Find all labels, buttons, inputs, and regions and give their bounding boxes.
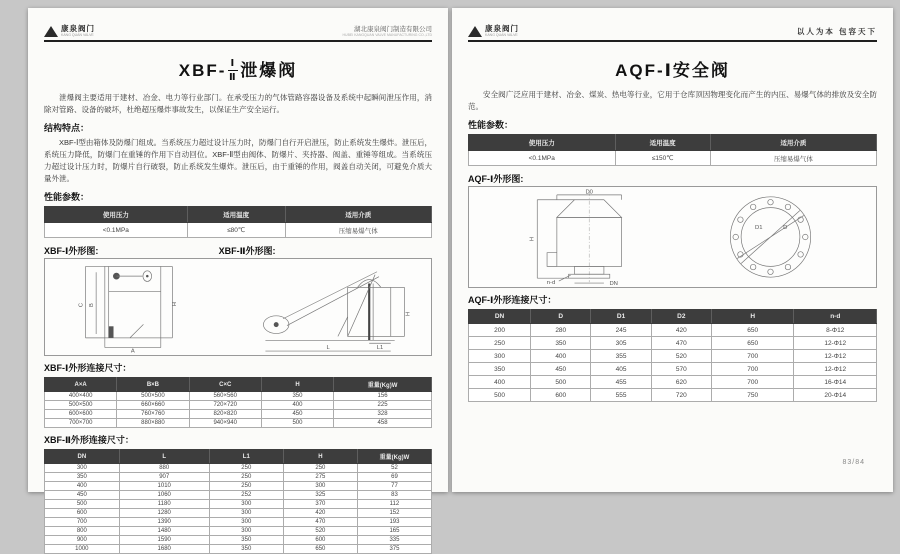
table-cell: 907 bbox=[119, 473, 209, 482]
table-row bbox=[469, 324, 877, 337]
table-cell: 900 bbox=[45, 536, 120, 545]
table-cell: 500 bbox=[469, 389, 531, 402]
table-cell: 520 bbox=[651, 350, 711, 363]
left-params-heading: 性能参数： bbox=[44, 192, 90, 203]
table-cell: 400 bbox=[469, 376, 531, 389]
table-cell: 325 bbox=[283, 491, 357, 500]
aqf-dim-h: H bbox=[529, 236, 536, 242]
table-cell: 200 bbox=[469, 324, 531, 337]
column-header: H bbox=[711, 310, 794, 324]
xbf2-dimensions-table bbox=[44, 449, 432, 554]
table-cell: 760×760 bbox=[117, 410, 189, 419]
xbf2-outline-drawing bbox=[219, 260, 431, 354]
table-row bbox=[45, 473, 432, 482]
table-cell: 700 bbox=[711, 350, 794, 363]
brand-name: 康泉阀门 bbox=[61, 24, 95, 33]
left-catalog-page bbox=[28, 8, 448, 553]
xbf2-dim-l1: L1 bbox=[376, 345, 383, 352]
table-cell: 350 bbox=[531, 337, 591, 350]
table-cell: 880×880 bbox=[117, 419, 189, 428]
table-cell: 300 bbox=[209, 500, 283, 509]
features-heading: 结构特点： bbox=[44, 123, 90, 134]
table-cell: 1000 bbox=[45, 545, 120, 554]
company-name: 湖北康泉阀门制造有限公司 bbox=[354, 25, 432, 33]
column-header: 适用温度 bbox=[615, 135, 710, 151]
table-cell: 350 bbox=[209, 545, 283, 554]
table-header-row bbox=[45, 207, 432, 223]
table-cell: 800 bbox=[45, 527, 120, 536]
table-cell: 250 bbox=[469, 337, 531, 350]
left-page-header bbox=[44, 17, 432, 42]
brand-logo bbox=[44, 25, 95, 37]
column-header: H bbox=[283, 450, 357, 464]
table-cell: 1180 bbox=[119, 500, 209, 509]
table-row bbox=[45, 509, 432, 518]
aqf-dimensions-table bbox=[468, 309, 877, 402]
table-cell: 300 bbox=[283, 482, 357, 491]
table-cell: 250 bbox=[283, 464, 357, 473]
table-cell: <0.1MPa bbox=[469, 151, 616, 166]
brand-triangle-icon bbox=[468, 26, 482, 37]
xbf1-dimensions-table bbox=[44, 377, 432, 428]
column-header: H bbox=[261, 378, 333, 392]
right-catalog-page bbox=[452, 8, 893, 492]
table-cell: 500 bbox=[45, 500, 120, 509]
table-cell: 720×720 bbox=[189, 401, 261, 410]
table-cell: 1280 bbox=[119, 509, 209, 518]
table-cell: 405 bbox=[591, 363, 651, 376]
left-page-title bbox=[44, 56, 432, 84]
right-drawings-panel bbox=[468, 186, 877, 288]
table-row bbox=[45, 500, 432, 509]
table-cell: 450 bbox=[261, 410, 333, 419]
table-cell: 245 bbox=[591, 324, 651, 337]
table-cell: 225 bbox=[334, 401, 432, 410]
brand-name: 康泉阀门 bbox=[485, 24, 519, 33]
table-cell: 500 bbox=[531, 376, 591, 389]
table-row bbox=[45, 419, 432, 428]
table-cell: 600 bbox=[531, 389, 591, 402]
table-cell: 20-Φ14 bbox=[794, 389, 877, 402]
table-header-row bbox=[469, 310, 877, 324]
table-cell: 400 bbox=[531, 350, 591, 363]
right-intro-paragraph: 安全阀广泛应用于建材、冶金、煤炭、热电等行业，它用于仓库顶因物理变化而产生的内压、易爆气体的排放及安全防范。 bbox=[468, 90, 877, 111]
table-cell: 252 bbox=[209, 491, 283, 500]
aqf-dim-d1: D1 bbox=[754, 225, 763, 232]
column-header: DN bbox=[45, 450, 120, 464]
table-cell: 300 bbox=[209, 527, 283, 536]
xbf1-outline-drawing bbox=[45, 260, 219, 354]
column-header: 适用温度 bbox=[187, 207, 285, 223]
aqf-dim-d: D bbox=[783, 225, 788, 232]
table-cell: 940×940 bbox=[189, 419, 261, 428]
table-row bbox=[45, 464, 432, 473]
aqf-dim-nd: n-d bbox=[546, 280, 556, 287]
left-performance-table bbox=[44, 206, 432, 238]
table-cell: 1590 bbox=[119, 536, 209, 545]
table-cell: 8-Φ12 bbox=[794, 324, 877, 337]
column-header: A×A bbox=[45, 378, 117, 392]
table-cell: 600×600 bbox=[45, 410, 117, 419]
table-cell: 650 bbox=[711, 337, 794, 350]
table-cell: 600 bbox=[45, 509, 120, 518]
company-name-en: HUBEI KANGQUAN VALVE MANUFACTURING CO.,LTD bbox=[342, 32, 432, 37]
column-header: L bbox=[119, 450, 209, 464]
table-cell: 193 bbox=[357, 518, 431, 527]
table-cell: 305 bbox=[591, 337, 651, 350]
aqf-dim-d0: D0 bbox=[585, 189, 593, 196]
table-cell: 650 bbox=[283, 545, 357, 554]
table-cell: 16-Φ14 bbox=[794, 376, 877, 389]
brand-name-en: KANG QUAN VALVE bbox=[61, 32, 94, 37]
table-cell: 275 bbox=[283, 473, 357, 482]
table-cell: 压缩易爆气体 bbox=[285, 223, 431, 238]
table-row bbox=[45, 223, 432, 238]
table-cell: ≤150℃ bbox=[615, 151, 710, 166]
title-model-fraction: $\frac{\text{Ⅰ}}{\text{Ⅱ}}$ bbox=[229, 58, 238, 84]
xbf1-dim-a: A bbox=[130, 348, 135, 355]
table-cell: 69 bbox=[357, 473, 431, 482]
column-header: C×C bbox=[189, 378, 261, 392]
table-cell: 620 bbox=[651, 376, 711, 389]
table-cell: 520 bbox=[283, 527, 357, 536]
table-cell: 328 bbox=[334, 410, 432, 419]
column-header: D1 bbox=[591, 310, 651, 324]
xbf1-dim-h: H bbox=[172, 302, 179, 307]
table-cell: 450 bbox=[531, 363, 591, 376]
title-suffix: 泄爆阀 bbox=[240, 61, 298, 80]
table-cell: 500×500 bbox=[45, 401, 117, 410]
xbf2-dims-heading: XBF-Ⅱ外形连接尺寸： bbox=[44, 435, 134, 446]
xbf1-dim-b: B bbox=[89, 303, 96, 308]
left-drawings-panel bbox=[44, 258, 432, 356]
table-cell: 83 bbox=[357, 491, 431, 500]
table-cell: 720 bbox=[651, 389, 711, 402]
table-cell: 370 bbox=[283, 500, 357, 509]
table-cell: 280 bbox=[531, 324, 591, 337]
table-cell: 400 bbox=[261, 401, 333, 410]
right-page-title: AQF-Ⅰ安全阀 bbox=[615, 61, 730, 80]
table-cell: 700 bbox=[45, 518, 120, 527]
column-header: 重量(Kg)W bbox=[334, 378, 432, 392]
aqf-dims-heading: AQF-Ⅰ外形连接尺寸： bbox=[468, 295, 557, 305]
table-cell: 750 bbox=[711, 389, 794, 402]
table-cell: 112 bbox=[357, 500, 431, 509]
column-header: D bbox=[531, 310, 591, 324]
table-row bbox=[45, 410, 432, 419]
table-row bbox=[469, 151, 877, 166]
table-cell: 470 bbox=[651, 337, 711, 350]
table-cell: 152 bbox=[357, 509, 431, 518]
table-header-row bbox=[45, 450, 432, 464]
table-row bbox=[469, 389, 877, 402]
aqf-outline-drawing bbox=[469, 188, 876, 286]
table-cell: 1060 bbox=[119, 491, 209, 500]
column-header: 使用压力 bbox=[45, 207, 188, 223]
table-header-row bbox=[45, 378, 432, 392]
table-cell: 52 bbox=[357, 464, 431, 473]
table-row bbox=[469, 363, 877, 376]
table-cell: 165 bbox=[357, 527, 431, 536]
table-cell: 1390 bbox=[119, 518, 209, 527]
table-cell: 355 bbox=[591, 350, 651, 363]
table-row bbox=[45, 392, 432, 401]
table-row bbox=[45, 491, 432, 500]
page-number: 83/84 bbox=[842, 459, 865, 466]
table-row bbox=[45, 482, 432, 491]
table-row bbox=[469, 350, 877, 363]
table-cell: 300 bbox=[45, 464, 120, 473]
table-cell: 700×700 bbox=[45, 419, 117, 428]
table-cell: 250 bbox=[209, 464, 283, 473]
right-performance-table bbox=[468, 134, 877, 166]
right-params-heading: 性能参数： bbox=[468, 120, 514, 130]
column-header: 适用介质 bbox=[710, 135, 876, 151]
table-cell: ≤80℃ bbox=[187, 223, 285, 238]
table-cell: 400 bbox=[45, 482, 120, 491]
features-paragraph: XBF-Ⅰ型由箱体及防爆门组成。当系统压力超过设计压力时，防爆门自行开启泄压，防止系统发生爆炸。泄压后，系统压力降低，防爆门在重锤的作用下自动回位。XBF-Ⅱ型由阀体、防爆片、夹持器、阀盖、重锤等组成。当系统压力超过设计压力时，防爆片自行破裂，防止系统发生爆炸。泄压后，由于重锤的作用，阀盖自动关闭，可避免介质大量外泄。 bbox=[44, 138, 432, 184]
header-slogan: 以人为本 包容天下 bbox=[796, 27, 877, 36]
table-cell: 570 bbox=[651, 363, 711, 376]
table-cell: 455 bbox=[591, 376, 651, 389]
table-cell: 压缩易爆气体 bbox=[710, 151, 876, 166]
aqf-dim-dn: DN bbox=[609, 281, 618, 288]
column-header: 使用压力 bbox=[469, 135, 616, 151]
table-cell: 350 bbox=[209, 536, 283, 545]
column-header: DN bbox=[469, 310, 531, 324]
company-name-block bbox=[343, 26, 432, 37]
table-cell: 1480 bbox=[119, 527, 209, 536]
table-row bbox=[45, 518, 432, 527]
table-row bbox=[469, 376, 877, 389]
table-cell: 700 bbox=[711, 363, 794, 376]
table-cell: 880 bbox=[119, 464, 209, 473]
column-header: 重量(Kg)W bbox=[357, 450, 431, 464]
table-cell: 12-Φ12 bbox=[794, 363, 877, 376]
table-cell: 300 bbox=[209, 518, 283, 527]
table-cell: 350 bbox=[261, 392, 333, 401]
table-row bbox=[45, 545, 432, 554]
table-cell: 300 bbox=[469, 350, 531, 363]
table-cell: 420 bbox=[651, 324, 711, 337]
table-cell: 458 bbox=[334, 419, 432, 428]
right-drawing-captions bbox=[468, 172, 877, 184]
column-header: n-d bbox=[794, 310, 877, 324]
table-row bbox=[469, 337, 877, 350]
table-cell: 700 bbox=[711, 376, 794, 389]
table-cell: 470 bbox=[283, 518, 357, 527]
aqf-drawing-caption: AQF-Ⅰ外形图: bbox=[468, 174, 524, 184]
right-page-header bbox=[468, 17, 877, 42]
table-cell: 500×500 bbox=[117, 392, 189, 401]
column-header: L1 bbox=[209, 450, 283, 464]
table-cell: <0.1MPa bbox=[45, 223, 188, 238]
table-cell: 400×400 bbox=[45, 392, 117, 401]
table-cell: 820×820 bbox=[189, 410, 261, 419]
brand-name-en: KANG QUAN VALVE bbox=[485, 32, 518, 37]
table-cell: 1010 bbox=[119, 482, 209, 491]
brand-logo bbox=[468, 25, 519, 37]
xbf1-dims-heading: XBF-Ⅰ外形连接尺寸： bbox=[44, 363, 132, 374]
xbf1-drawing-caption: XBF-Ⅰ外形图: bbox=[44, 246, 99, 257]
xbf1-dim-c: C bbox=[78, 302, 85, 308]
table-cell: 250 bbox=[209, 473, 283, 482]
table-cell: 350 bbox=[469, 363, 531, 376]
table-cell: 450 bbox=[45, 491, 120, 500]
table-cell: 1680 bbox=[119, 545, 209, 554]
table-cell: 250 bbox=[209, 482, 283, 491]
table-row bbox=[45, 527, 432, 536]
xbf2-dim-h: H bbox=[405, 311, 412, 316]
table-row bbox=[45, 536, 432, 545]
title-prefix: XBF- bbox=[178, 61, 227, 80]
table-cell: 335 bbox=[357, 536, 431, 545]
left-drawing-captions bbox=[44, 244, 432, 256]
column-header: B×B bbox=[117, 378, 189, 392]
table-cell: 156 bbox=[334, 392, 432, 401]
table-cell: 500 bbox=[261, 419, 333, 428]
xbf2-dim-l: L bbox=[326, 345, 330, 352]
table-cell: 560×560 bbox=[189, 392, 261, 401]
table-cell: 600 bbox=[283, 536, 357, 545]
table-cell: 660×660 bbox=[117, 401, 189, 410]
table-row bbox=[45, 401, 432, 410]
table-cell: 650 bbox=[711, 324, 794, 337]
table-cell: 12-Φ12 bbox=[794, 350, 877, 363]
brand-triangle-icon bbox=[44, 26, 58, 37]
xbf2-drawing-caption: XBF-Ⅱ外形图: bbox=[218, 246, 276, 257]
table-cell: 350 bbox=[45, 473, 120, 482]
column-header: 适用介质 bbox=[285, 207, 431, 223]
table-cell: 300 bbox=[209, 509, 283, 518]
table-header-row bbox=[469, 135, 877, 151]
left-intro-paragraph: 泄爆阀主要适用于建材、冶金、电力等行业部门。在承受压力的气体管路容器设备及系统中起瞬间泄压作用，消除对管路、设备的破坏，杜绝超压爆炸事故发生，以保证生产安全运行。 bbox=[44, 93, 432, 115]
table-cell: 420 bbox=[283, 509, 357, 518]
column-header: D2 bbox=[651, 310, 711, 324]
table-cell: 77 bbox=[357, 482, 431, 491]
table-cell: 12-Φ12 bbox=[794, 337, 877, 350]
table-cell: 375 bbox=[357, 545, 431, 554]
table-cell: 555 bbox=[591, 389, 651, 402]
